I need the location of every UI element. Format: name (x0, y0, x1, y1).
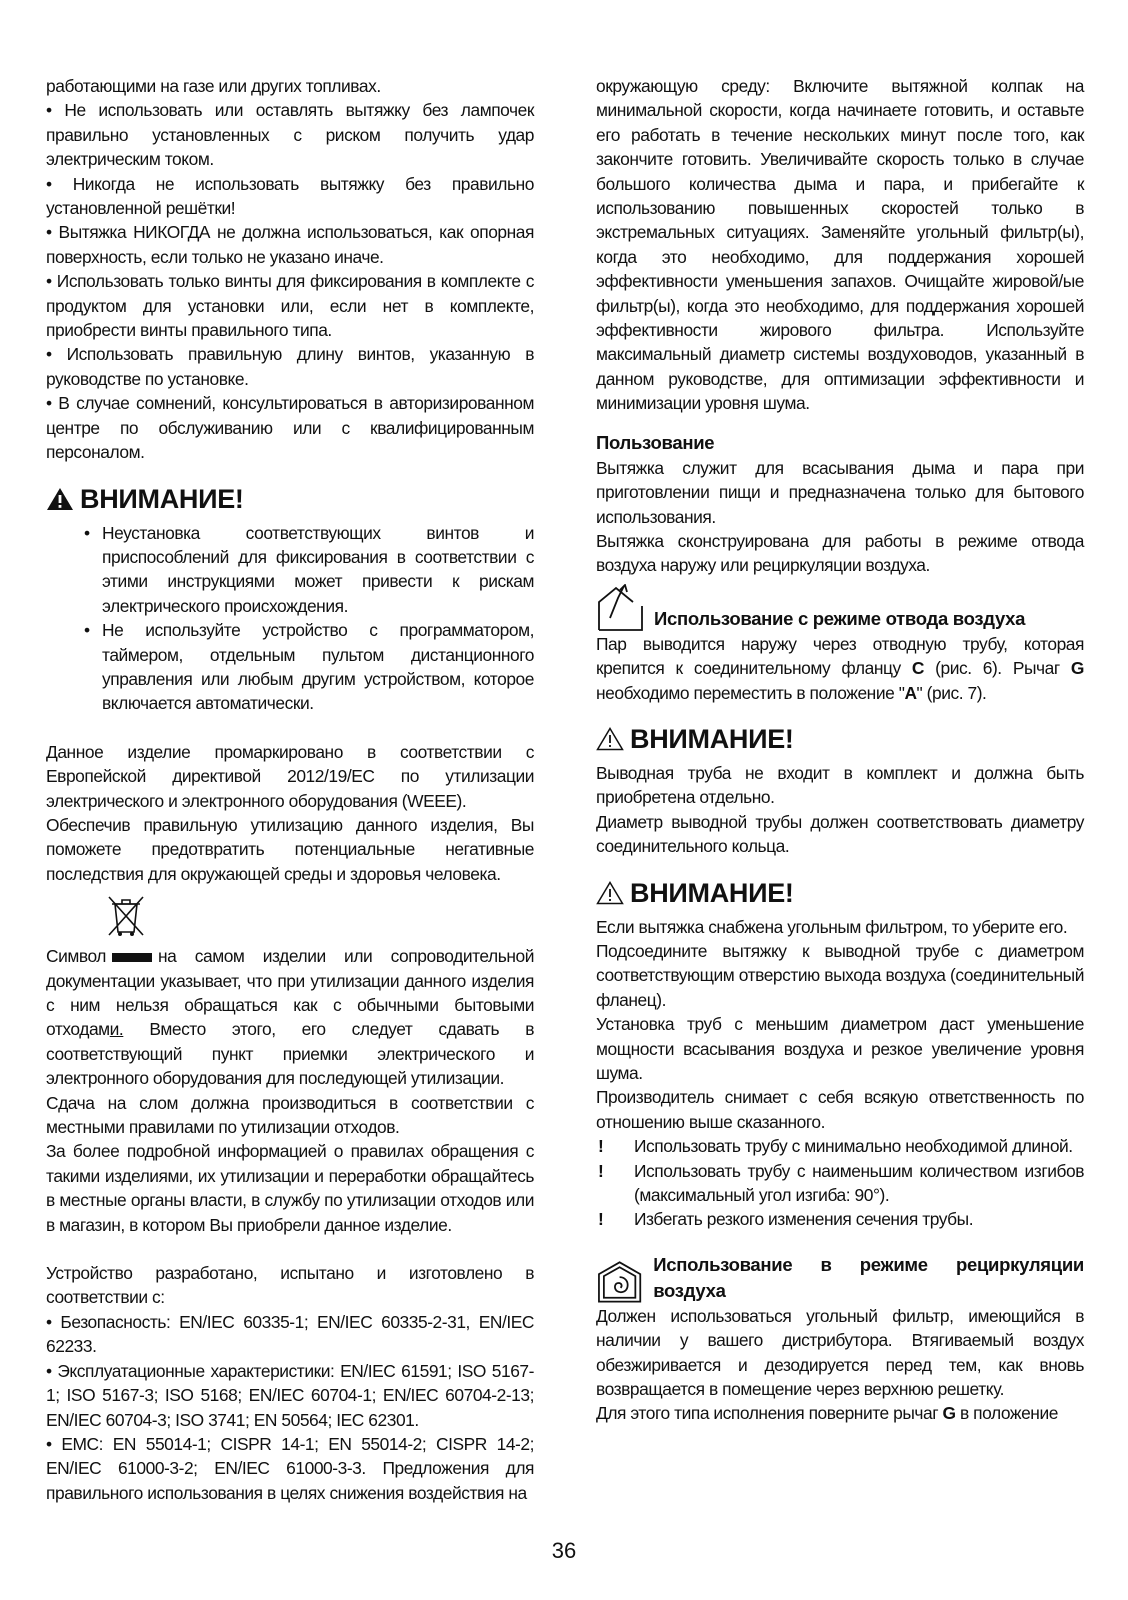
paragraph: окружающую среду: Включите вытяжной колпак на минимальной скорости, когда начинаете готовить, и оставьте его работать в течение нескольких минут после того, как закончите готовить. Увеличивайте скорость только в случае большого количества дыма и пара, и прибегайте к использованию повышенных скоростей только в экстремальных ситуациях. Заменяйте угольный фильтр(ы), когда это необходимо, для поддержания хорошей эффективности уменьшения запахов. Очищайте жировой/ые фильтр(ы), когда это необходимо, для поддержания хорошей эффективности жирового фильтра. Используйте максимальный диаметр системы воздуховодов, указанный в данном руководстве, для оптимизации эффективности и минимизации уровня шума. (596, 76, 1084, 414)
warning-heading (596, 723, 1084, 755)
symbol-paragraph: Символ на самом изделии или сопроводительной документации указывает, что при утилизации данного изделия с ним нельзя обращаться как с обычными бытовыми отходами. Вместо этого, его следует сдавать в соответствующий пункт приемки электрического и электронного оборудования для последующей утилизации. (46, 946, 534, 1089)
paragraph: Вытяжка служит для всасывания дыма и пара при приготовлении пищи и предназначена только для бытового использования. (596, 457, 1084, 527)
left-column (46, 74, 534, 1505)
paragraph: • EMC: EN 55014-1; CISPR 14-1; EN 55014-2; CISPR 14-2; EN/IEC 61000-3-2; EN/IEC 61000-3-3. Предложения для правильного использования в целях снижения воздействия на (46, 1433, 534, 1503)
paragraph: • Безопасность: EN/IEC 60335-1; EN/IEC 60335-2-31, EN/IEC 62233. (46, 1311, 534, 1357)
paragraph: • Эксплуатационные характеристики: EN/IEC 61591; ISO 5167-1; ISO 5167-3; ISO 5168; EN/IEC 60704-1; EN/IEC 60704-2-13; EN/IEC 60704-3; ISO 3741; EN 50564; IEC 62301. (46, 1360, 534, 1430)
exhaust-house-icon (596, 584, 644, 632)
warning-list (46, 521, 534, 716)
paragraph: Если вытяжка снабжена угольным фильтром, то уберите его. (596, 916, 1068, 937)
list-item: • Не используйте устройство с программатором, таймером, отдельным пультом дистанционного управления или любым другим устройством, которое включается автоматически. (84, 620, 534, 714)
paragraph: • Использовать правильную длину винтов, указанную в руководстве по установке. (46, 344, 534, 389)
paragraph: Устройство разработано, испытано и изготовлено в соответствии с: (46, 1263, 534, 1308)
warning-outline-icon (596, 727, 624, 751)
crossed-bin-icon (106, 894, 146, 938)
paragraph: • В случае сомнений, консультироваться в авторизированном центре по обслуживанию или с квалифицированным персоналом. (46, 393, 534, 463)
paragraph: работающими на газе или других топливах. (46, 76, 381, 96)
paragraph: Подсоедините вытяжку к выводной трубе с диаметром соответствующим отверстию выхода воздуха (соединительный фланец). (596, 940, 1084, 1010)
warning-heading (46, 483, 534, 515)
paragraph: • Никогда не использовать вытяжку без правильно установленной решётки! (46, 173, 534, 219)
list-item: • Неустановка соответствующих винтов и приспособлений для фиксирования в соответствии с этими инструкциями может привести к рискам электрического происхождения. (84, 522, 534, 616)
right-column (596, 74, 1084, 1426)
warning-outline-icon (596, 881, 624, 905)
page-number: 36 (551, 1538, 577, 1563)
warning-title: ВНИМАНИЕ! (80, 483, 244, 514)
paragraph: • Не использовать или оставлять вытяжку без лампочек правильно установленных с риском получить удар электрическим током. (46, 100, 534, 170)
warning-title: ВНИМАНИЕ! (630, 723, 794, 754)
section-heading: Пользование (596, 431, 715, 453)
paragraph: Производитель снимает с себя всякую ответственность по отношению выше сказанного. (596, 1087, 1084, 1132)
paragraph: Пар выводится наружу через отводную трубу, которая крепится к соединительному фланцу C (рис. 6). Рычаг G необходимо переместить в положение "A" (рис. 7). (596, 633, 1084, 703)
paragraph: Обеспечив правильную утилизацию данного изделия, Вы поможете предотвратить потенциальные негативные последствия для окружающей среды и здоровья человека. (46, 814, 534, 884)
paragraph: Установка труб с меньшим диаметром даст уменьшение мощности всасывания воздуха и резкое увеличение уровня шума. (596, 1014, 1084, 1083)
paragraph: Вытяжка сконструирована для работы в режиме отвода воздуха наружу или рециркуляции воздуха. (596, 530, 1084, 576)
recirculation-house-icon (596, 1260, 643, 1304)
symbol-bar-icon (112, 953, 152, 962)
list-item: ! Избегать резкого изменения сечения трубы. (598, 1209, 974, 1230)
paragraph: Диаметр выводной трубы должен соответствовать диаметру соединительного кольца. (596, 811, 1084, 857)
list-item: ! Использовать трубу с наименьшим количеством изгибов (максимальный угол изгиба: 90°). (598, 1160, 1084, 1206)
section-heading: Использование с режиме отвода воздуха (596, 584, 1084, 632)
paragraph: Выводная труба не входит в комплект и должна быть приобретена отдельно. (596, 762, 1084, 808)
paragraph: • Использовать только винты для фиксирования в комплекте с продуктом для установки или, если нет в комплекте, приобрести винты правильного типа. (46, 271, 534, 341)
paragraph: Данное изделие промаркировано в соответствии с Европейской директивой 2012/19/EC по утилизации электрического и электронного оборудования (WEEE). (46, 741, 534, 811)
paragraph: Сдача на слом должна производиться в соответствии с местными правилами по утилизации отходов. (46, 1092, 534, 1138)
warning-title: ВНИМАНИЕ! (630, 877, 794, 908)
paragraph: За более подробной информацией о правилах обращения с такими изделиями, их утилизации и переработки обращайтесь в местные органы власти, в службу по утилизации отходов или в магазин, в котором Вы приобрели данное изделие. (46, 1141, 534, 1235)
section-heading: Использование в режиме рециркуляции воздуха (596, 1252, 1084, 1304)
list-item: ! Использовать трубу с минимально необходимой длиной. (598, 1136, 1073, 1157)
paragraph: Должен использоваться угольный фильтр, имеющийся в наличии у вашего дистрибутора. Втягиваемый воздух обезжиривается и дезодируется перед тем, как вновь возвращается в помещение через верхнюю решетку. (596, 1305, 1084, 1400)
paragraph: • Вытяжка НИКОГДА не должна использоваться, как опорная поверхность, если только не указано иначе. (46, 222, 534, 267)
warning-filled-icon (46, 487, 74, 511)
warning-heading (596, 877, 1084, 909)
paragraph: Для этого типа исполнения поверните рычаг G в положение (596, 1403, 1058, 1424)
